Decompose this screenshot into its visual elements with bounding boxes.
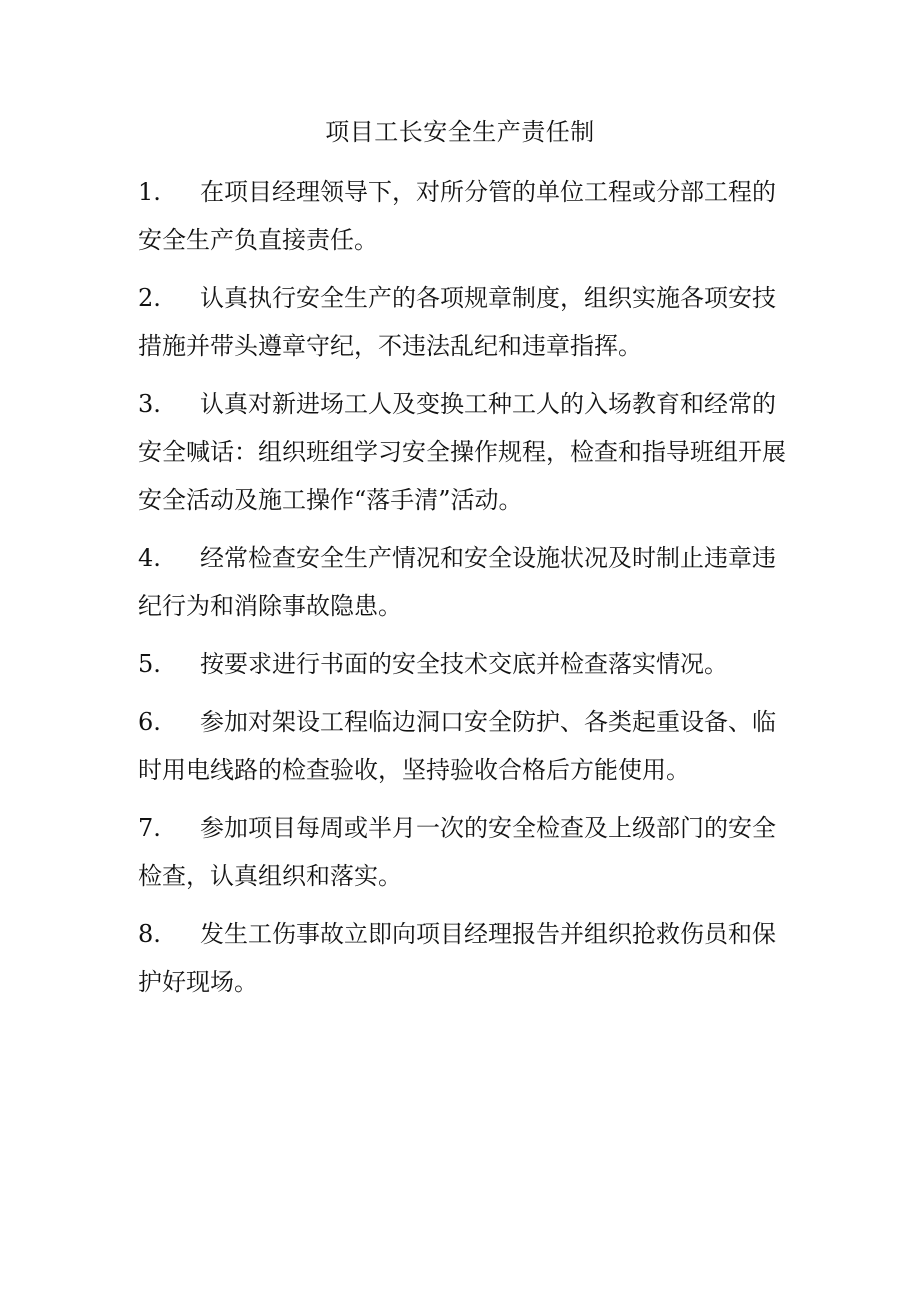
item-text: 在项目经理领导下，对所分管的单位工程或分部工程的安全生产负直接责任。	[138, 178, 776, 254]
item-text: 发生工伤事故立即向项目经理报告并组织抢救伤员和保护好现场。	[138, 920, 776, 996]
item-number: 7.	[138, 814, 161, 842]
list-item	[138, 534, 798, 630]
item-number: 8.	[138, 920, 161, 948]
list-item	[138, 640, 798, 688]
list-item	[138, 380, 798, 524]
document-title: 项目工长安全生产责任制	[325, 118, 595, 146]
item-text: 认真执行安全生产的各项规章制度，组织实施各项安技措施并带头遵章守纪，不违法乱纪和违章指挥。	[138, 284, 776, 360]
list-item	[138, 910, 798, 1006]
list-item	[138, 698, 798, 794]
item-text: 按要求进行书面的安全技术交底并检查落实情况。	[200, 650, 728, 678]
item-number: 1.	[138, 178, 161, 206]
responsibility-list	[138, 168, 798, 1016]
list-item	[138, 168, 798, 264]
item-text: 参加对架设工程临边洞口安全防护、各类起重设备、临时用电线路的检查验收，坚持验收合格后方能使用。	[138, 708, 776, 784]
item-number: 5.	[138, 650, 161, 678]
item-number: 4.	[138, 544, 161, 572]
item-number: 6.	[138, 708, 161, 736]
item-text: 参加项目每周或半月一次的安全检查及上级部门的安全检查，认真组织和落实。	[138, 814, 776, 890]
list-item	[138, 274, 798, 370]
item-text: 认真对新进场工人及变换工种工人的入场教育和经常的安全喊话：组织班组学习安全操作规程，检查和指导班组开展安全活动及施工操作“落手清”活动。	[138, 390, 786, 514]
item-number: 3.	[138, 390, 161, 418]
list-item	[138, 804, 798, 900]
item-number: 2.	[138, 284, 161, 312]
item-text: 经常检查安全生产情况和安全设施状况及时制止违章违纪行为和消除事故隐患。	[138, 544, 776, 620]
